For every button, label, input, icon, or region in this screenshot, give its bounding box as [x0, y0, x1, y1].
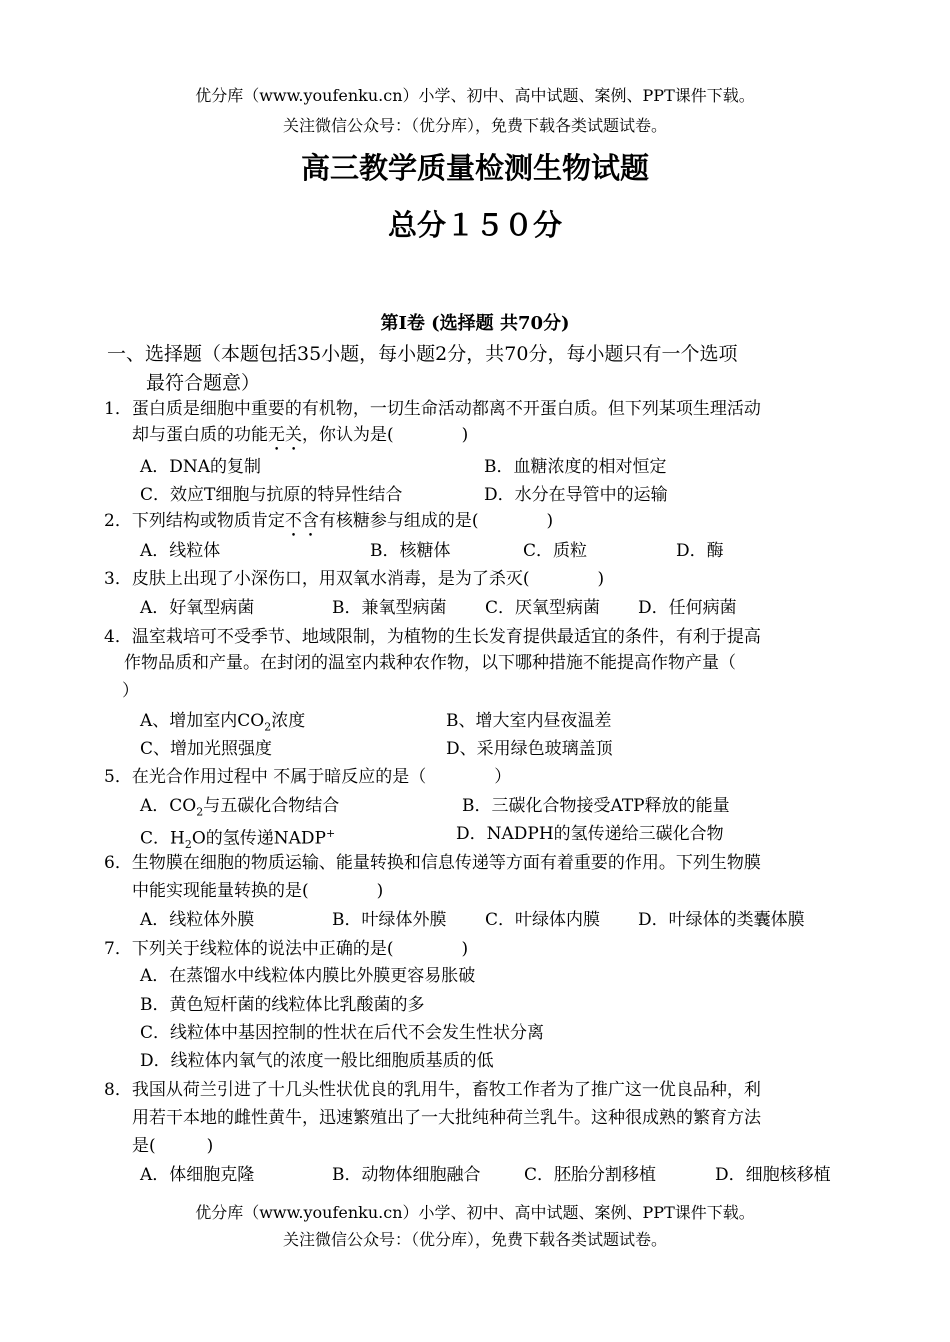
question-4-option-c: C、增加光照强度 — [140, 739, 273, 759]
question-6-stem-line-2: 中能实现能量转换的是( ) — [132, 881, 384, 901]
question-5-option-c-text-mid: O的氢传递NADP — [191, 828, 327, 849]
question-6-stem-line-1: 6．生物膜在细胞的物质运输、能量转换和信息传递等方面有着重要的作用。下列生物膜 — [104, 853, 761, 873]
question-2-emphasis: 不含 — [284, 511, 319, 531]
exam-title: 高三教学质量检测生物试题 — [300, 151, 649, 185]
question-3-option-c: C．厌氧型病菌 — [485, 598, 601, 618]
question-4-stem-line-3: ） — [122, 681, 139, 701]
question-1-stem-line-2 — [132, 424, 468, 455]
question-1-option-a: A．DNA的复制 — [140, 457, 262, 477]
footer-line-1: 优分库（www.youfenku.cn）小学、初中、高中试题、案例、PPT课件下载。 — [195, 1203, 755, 1222]
question-4-option-a — [140, 710, 305, 738]
question-5-option-a-text: A．CO — [140, 796, 197, 816]
question-7-option-b: B．黄色短杆菌的线粒体比乳酸菌的多 — [140, 995, 425, 1015]
question-1-text: 却与蛋白质的功能 — [132, 425, 268, 445]
question-5-option-c-superscript: + — [326, 827, 336, 840]
question-5-option-b: B．三碳化合物接受ATP释放的能量 — [462, 796, 730, 816]
question-8-stem-line-2: 用若干本地的雌性黄牛，迅速繁殖出了一大批纯种荷兰乳牛。这种很成熟的繁育方法 — [132, 1108, 761, 1128]
question-3-option-d: D．任何病菌 — [638, 598, 737, 618]
header-line-1: 优分库（www.youfenku.cn）小学、初中、高中试题、案例、PPT课件下载。 — [195, 86, 755, 105]
question-5-option-a — [140, 795, 339, 823]
question-4-stem-line-2: 作物品质和产量。在封闭的温室内栽种农作物，以下哪种措施不能提高作物产量（ — [124, 653, 736, 673]
footer-line-2: 关注微信公众号：（优分库），免费下载各类试题试卷。 — [282, 1230, 667, 1249]
question-2-stem — [104, 510, 852, 541]
question-8-option-c: C．胚胎分割移植 — [524, 1165, 657, 1185]
question-5-option-c-text: C．H — [140, 828, 185, 849]
question-7-option-c: C．线粒体中基因控制的性状在后代不会发生性状分离 — [140, 1023, 545, 1043]
question-8-option-a: A．体细胞克隆 — [140, 1165, 255, 1185]
question-4-option-a-text: A、增加室内CO — [140, 711, 265, 731]
question-8-option-d: D．细胞核移植 — [715, 1165, 831, 1185]
question-2-blank: 有核糖参与组成的是( ) — [318, 511, 554, 531]
question-6-option-a: A．线粒体外膜 — [140, 910, 255, 930]
question-5-option-d: D．NADPH的氢传递给三碳化合物 — [456, 824, 724, 844]
part-heading-line-1: 一、选择题（本题包括35小题，每小题2分，共70分，每小题只有一个选项 — [107, 343, 738, 365]
question-8-stem-line-3: 是( ) — [132, 1136, 214, 1156]
question-2-option-b: B．核糖体 — [370, 541, 451, 561]
question-4-stem-line-1: 4．温室栽培可不受季节、地域限制，为植物的生长发育提供最适宜的条件，有利于提高 — [104, 627, 761, 647]
header-line-2: 关注微信公众号：（优分库），免费下载各类试题试卷。 — [282, 116, 667, 135]
question-6-option-c: C．叶绿体内膜 — [485, 910, 601, 930]
question-2-option-c: C．质粒 — [523, 541, 588, 561]
question-3-stem: 3．皮肤上出现了小深伤口，用双氧水消毒，是为了杀灭( ) — [104, 569, 605, 589]
question-4-option-a-subscript: 2 — [264, 720, 272, 734]
question-4-option-a-text-end: 浓度 — [271, 711, 306, 731]
exam-total-score: 总分１５０分 — [387, 208, 562, 242]
question-5-stem: 5．在光合作用过程中 不属于暗反应的是（ ） — [104, 767, 512, 787]
question-5-option-a-text-end: 与五碳化合物结合 — [203, 796, 340, 816]
question-7-stem: 7．下列关于线粒体的说法中正确的是( ) — [104, 939, 469, 959]
question-1-emphasis: 无关 — [268, 425, 302, 445]
question-7-option-d: D．线粒体内氧气的浓度一般比细胞质基质的低 — [140, 1051, 494, 1071]
question-5-option-c-subscript: 2 — [184, 838, 192, 852]
question-2-option-d: D．酶 — [676, 541, 724, 561]
question-3-option-b: B．兼氧型病菌 — [332, 598, 447, 618]
question-1-option-b: B．血糖浓度的相对恒定 — [484, 457, 667, 477]
section-title: 第Ⅰ卷 (选择题 共70分) — [380, 313, 570, 334]
question-8-stem-line-1: 8．我国从荷兰引进了十几头性状优良的乳用牛，畜牧工作者为了推广这一优良品种，利 — [104, 1080, 761, 1100]
question-2-option-a: A．线粒体 — [140, 541, 221, 561]
question-1-blank: ，你认为是( ) — [302, 425, 469, 445]
question-1-option-c: C．效应T细胞与抗原的特异性结合 — [140, 485, 403, 505]
question-4-option-b: B、增大室内昼夜温差 — [446, 711, 612, 731]
question-1-option-d: D．水分在导管中的运输 — [484, 485, 668, 505]
question-7-option-a: A．在蒸馏水中线粒体内膜比外膜更容易胀破 — [140, 966, 476, 986]
question-3-option-a: A．好氧型病菌 — [140, 598, 255, 618]
question-2-text: 2．下列结构或物质肯定 — [104, 511, 285, 531]
part-heading-line-2: 最符合题意） — [146, 372, 261, 394]
question-6-option-d: D．叶绿体的类囊体膜 — [638, 910, 805, 930]
question-5-option-a-subscript: 2 — [196, 805, 204, 819]
question-6-option-b: B．叶绿体外膜 — [332, 910, 447, 930]
question-4-option-d: D、采用绿色玻璃盖顶 — [446, 739, 613, 759]
question-8-option-b: B．动物体细胞融合 — [332, 1165, 481, 1185]
question-1-stem-line-1: 1．蛋白质是细胞中重要的有机物，一切生命活动都离不开蛋白质。但下列某项生理活动 — [104, 399, 761, 419]
